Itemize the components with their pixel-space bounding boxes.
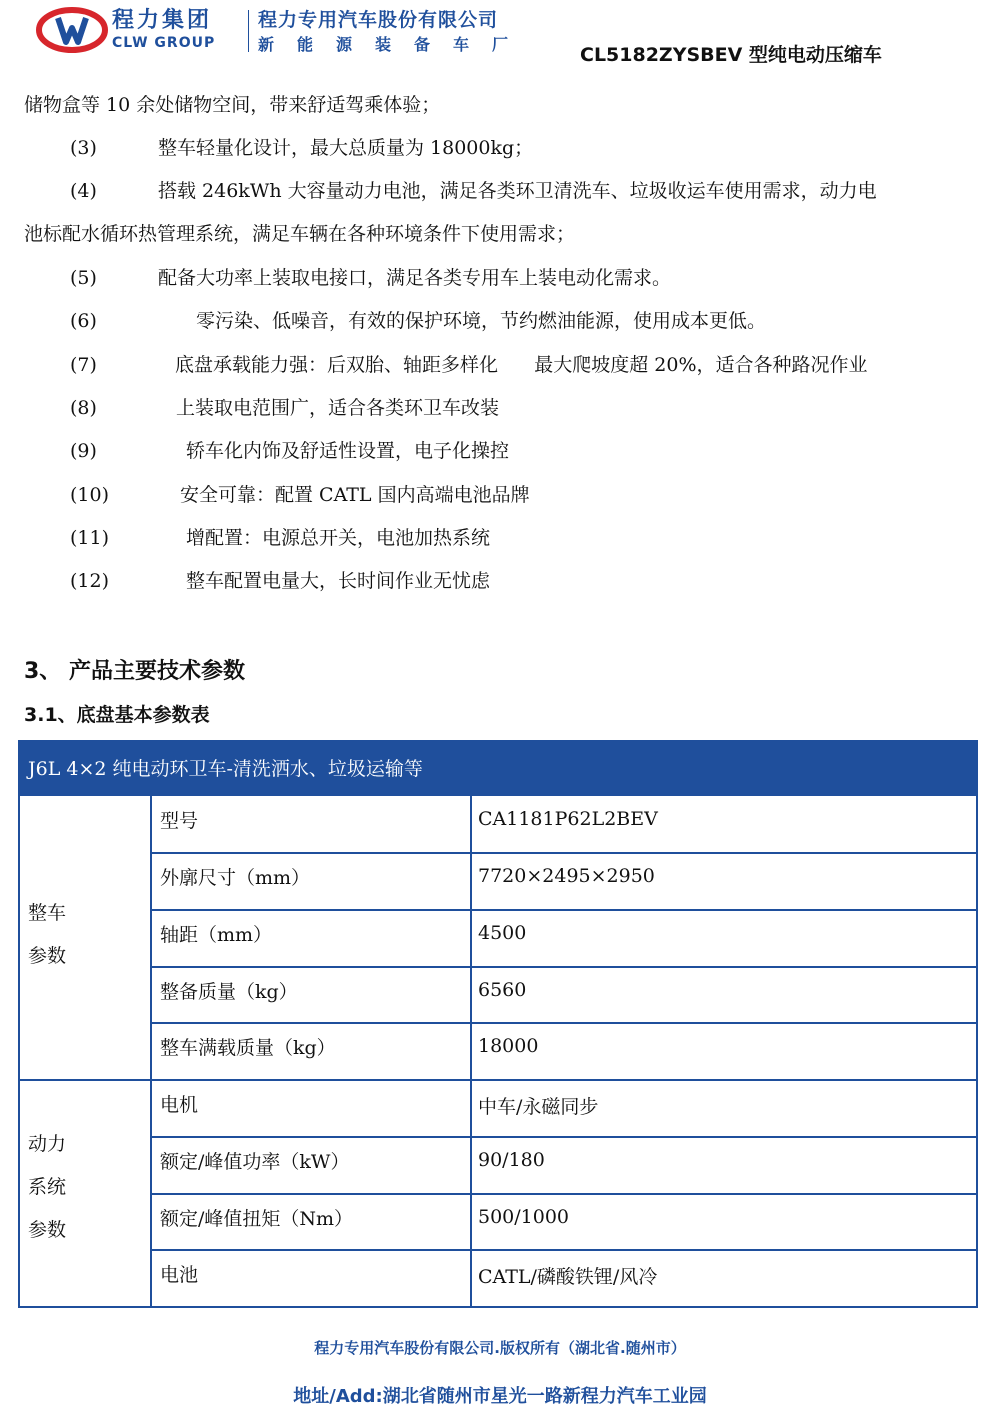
item-text: 轿车化内饰及舒适性设置，电子化操控 [186, 440, 510, 462]
item-text: 整车配置电量大，长时间作业无忧虑 [186, 570, 491, 592]
param-value: 中车/永磁同步 [478, 1096, 599, 1118]
param-name: 轴距（mm） [160, 924, 273, 946]
param-value: 7720×2495×2950 [478, 865, 655, 887]
param-value: 500/1000 [478, 1206, 570, 1228]
group-divider [20, 1079, 978, 1081]
item-text: 配备大功率上装取电接口，满足各类专用车上装电动化需求。 [158, 267, 672, 289]
row-divider [152, 852, 978, 854]
brand-block [112, 8, 215, 52]
footer-copyright: 程力专用汽车股份有限公司.版权所有（湖北省.随州市） [314, 1339, 686, 1357]
group-cell-powertrain [20, 1081, 152, 1306]
item-number: (12) [70, 570, 110, 592]
item-text: 增配置：电源总开关，电池加热系统 [186, 527, 491, 549]
param-value: 4500 [478, 922, 527, 944]
item-text-continued: 池标配水循环热管理系统，满足车辆在各种环境条件下使用需求； [24, 223, 576, 245]
clw-logo-icon [36, 6, 108, 54]
page-header [0, 0, 1000, 80]
company-subtitle: 新能源装备车厂 [258, 35, 532, 54]
row-divider [152, 966, 978, 968]
param-value: 18000 [478, 1035, 539, 1057]
group-label: 动力 系统 参数 [28, 1133, 67, 1241]
header-divider [248, 10, 249, 52]
company-name: 程力专用汽车股份有限公司 [258, 9, 499, 31]
row-divider [152, 1249, 978, 1251]
row-divider [152, 1136, 978, 1138]
row-divider [152, 1022, 978, 1024]
group-label: 整车 参数 [28, 902, 67, 967]
table-title: J6L 4×2 纯电动环卫车-清洗洒水、垃圾运输等 [28, 758, 423, 780]
param-value: CATL/磷酸铁锂/风冷 [478, 1266, 658, 1288]
chassis-spec-table [18, 740, 978, 1308]
item-text: 底盘承载能力强：后双胎、轴距多样化 最大爬坡度超 20%，适合各种路况作业 [175, 354, 868, 376]
item-text: 零污染、低噪音，有效的保护环境，节约燃油能源，使用成本更低。 [196, 310, 767, 332]
param-value: 6560 [478, 979, 527, 1001]
param-name: 整备质量（kg） [160, 981, 298, 1003]
item-text: 安全可靠：配置 CATL 国内高端电池品牌 [180, 484, 530, 506]
subsection-title: 3.1、底盘基本参数表 [24, 704, 210, 726]
item-number: (8) [70, 397, 97, 419]
item-number: (3) [70, 137, 97, 159]
table-body [18, 796, 978, 1308]
model-title: CL5182ZYSBEV 型纯电动压缩车 [580, 44, 882, 66]
param-name: 外廓尺寸（mm） [160, 867, 311, 889]
item-number: (4) [70, 180, 97, 202]
column-divider [470, 796, 472, 1306]
param-value: 90/180 [478, 1149, 545, 1171]
param-name: 额定/峰值功率（kW） [160, 1151, 350, 1173]
intro-line: 储物盒等 10 余处储物空间，带来舒适驾乘体验； [24, 94, 441, 116]
item-text: 搭载 246kWh 大容量动力电池，满足各类环卫清洗车、垃圾收运车使用需求，动力电 [158, 180, 877, 202]
section-title: 3、 产品主要技术参数 [24, 659, 245, 684]
group-cell-vehicle [20, 796, 152, 1079]
row-divider [152, 909, 978, 911]
param-name: 额定/峰值扭矩（Nm） [160, 1208, 354, 1230]
item-number: (6) [70, 310, 97, 332]
brand-name-en: CLW GROUP [112, 35, 216, 51]
item-number: (7) [70, 354, 97, 376]
item-text: 整车轻量化设计，最大总质量为 18000kg； [158, 137, 534, 159]
table-header [18, 740, 978, 796]
param-name: 电池 [160, 1264, 199, 1286]
param-name: 电机 [160, 1094, 199, 1116]
item-text: 上装取电范围广，适合各类环卫车改装 [176, 397, 500, 419]
row-divider [152, 1193, 978, 1195]
param-name: 型号 [160, 810, 199, 832]
param-value: CA1181P62L2BEV [478, 808, 658, 830]
item-number: (11) [70, 527, 110, 549]
item-number: (5) [70, 267, 97, 289]
footer-address: 地址/Add:湖北省随州市星光一路新程力汽车工业园 [293, 1386, 707, 1407]
item-number: (10) [70, 484, 110, 506]
param-name: 整车满载质量（kg） [160, 1037, 336, 1059]
brand-name-cn: 程力集团 [112, 8, 213, 33]
company-block [258, 8, 531, 56]
item-number: (9) [70, 440, 97, 462]
